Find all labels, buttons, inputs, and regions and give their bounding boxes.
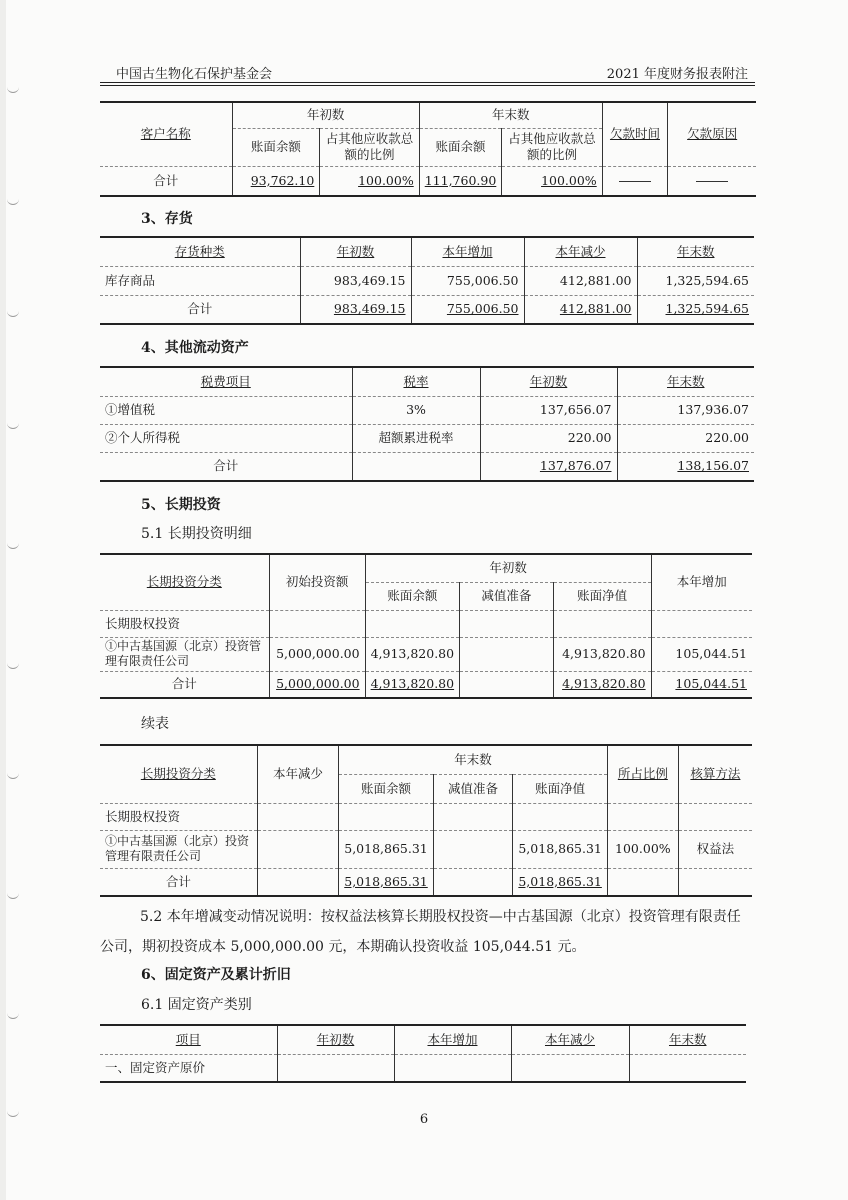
col-begin-ratio: 占其他应收款总额的比例 [320,128,419,166]
group-year-begin: 年初数 [365,554,651,582]
fixed-assets-table [100,1024,746,1083]
table-row [100,1054,746,1082]
other-current-heading: 4、其他流动资产 [141,340,249,356]
col-tax-item: 税费项目 [100,367,352,396]
col-year-increase: 本年增加 [394,1025,511,1054]
cell-empty [511,1054,629,1082]
table-row-total [100,295,754,324]
row-label: 库存商品 [100,266,300,295]
col-impairment: 减值准备 [460,582,554,610]
cell-empty [460,671,554,698]
cell-empty [678,803,752,830]
receivables-table [100,101,756,197]
cell-empty [678,868,752,896]
row-label: 合计 [100,295,300,324]
cell-empty [433,830,513,868]
cell-value: 1,325,594.65 [637,295,754,324]
col-net: 账面净值 [513,774,608,803]
cell-value: 5,018,865.31 [339,830,434,868]
cell-value: 4,913,820.80 [365,637,460,671]
cell-empty [433,803,513,830]
cell-rate [352,452,480,481]
empty-dash [696,181,728,182]
col-year-decrease: 本年减少 [524,237,637,266]
cell-value: 220.00 [480,424,617,452]
header-rule [100,82,755,86]
cell-value: 5,000,000.00 [269,671,365,698]
cell-value: 5,018,865.31 [339,868,434,896]
col-year-decrease: 本年减少 [511,1025,629,1054]
fixed-assets-heading: 6、固定资产及累计折旧 [141,967,291,983]
cell-rate: 超额累进税率 [352,424,480,452]
header-report-title: 2021 年度财务报表附注 [606,67,748,82]
header-organization: 中国古生物化石保护基金会 [116,67,273,82]
cell-value: 983,469.15 [300,266,411,295]
cell-empty [629,1054,746,1082]
col-decrease: 本年减少 [257,745,339,803]
cell-value: 4,913,820.80 [553,637,651,671]
col-balance: 账面余额 [339,774,434,803]
note-5-2: 5.2 本年增减变动情况说明：按权益法核算长期股权投资—中古基国源（北京）投资管理有限责任公司，期初投资成本 5,000,000.00 元，本期确认投资收益 105,044.51 元。 [100,909,741,955]
row-label: 长期股权投资 [100,610,269,637]
col-share: 所占比例 [607,745,678,803]
group-year-begin: 年初数 [232,102,419,128]
cell-value: 755,006.50 [411,266,524,295]
table-row [100,396,754,424]
cell-value: 5,018,865.31 [513,868,608,896]
cell-empty [277,1054,394,1082]
cell-share: 100.00% [607,830,678,868]
cell-empty [433,868,513,896]
col-inventory-type: 存货种类 [100,237,300,266]
page-number: 6 [419,1112,429,1127]
col-category: 长期投资分类 [100,745,257,803]
cell-value: 137,876.07 [480,452,617,481]
cell-value: 983,469.15 [300,295,411,324]
cell-value: 138,156.07 [617,452,754,481]
col-impairment: 减值准备 [433,774,513,803]
cell-empty [651,610,752,637]
row-label: ①中古基国源（北京）投资管理有限责任公司 [100,830,257,868]
group-year-end: 年末数 [419,102,602,128]
cell-value: 755,006.50 [411,295,524,324]
row-label: ②个人所得税 [100,424,352,452]
col-category: 长期投资分类 [100,554,269,610]
cell-value: 4,913,820.80 [365,671,460,698]
table-row [100,424,754,452]
row-label: 合计 [100,671,269,698]
long-term-heading: 5、长期投资 [141,497,221,513]
cell-value: 1,325,594.65 [637,266,754,295]
row-label: 合计 [100,868,257,896]
other-current-table [100,366,754,482]
row-label: 合计 [100,452,352,481]
total-begin-balance: 93,762.10 [232,166,320,196]
col-balance: 账面余额 [365,582,460,610]
cell-empty [607,803,678,830]
cell-empty [257,868,339,896]
col-overdue-period: 欠款时间 [602,102,668,166]
col-tax-rate: 税率 [352,367,480,396]
continued-table [100,744,752,897]
overdue-period-empty [602,166,668,196]
table-row-total [100,671,752,698]
cell-empty [339,803,434,830]
table-row [100,803,752,830]
group-year-end: 年末数 [339,745,608,774]
cell-value: 5,018,865.31 [513,830,608,868]
row-label: ①中古基国源（北京）投资管理有限责任公司 [100,637,269,671]
cell-empty [257,803,339,830]
total-begin-ratio: 100.00% [320,166,419,196]
col-customer-name: 客户名称 [100,102,232,166]
overdue-reason-empty [668,166,756,196]
long-term-table [100,553,752,699]
long-term-subheading: 5.1 长期投资明细 [141,526,252,542]
col-overdue-reason: 欠款原因 [668,102,756,166]
empty-dash [619,181,651,182]
cell-method: 权益法 [678,830,752,868]
col-year-increase: 本年增加 [411,237,524,266]
cell-value: 412,881.00 [524,266,637,295]
total-end-balance: 111,760.90 [419,166,502,196]
total-end-ratio: 100.00% [502,166,602,196]
col-end-balance: 账面余额 [419,128,502,166]
cell-value: 137,936.07 [617,396,754,424]
cell-empty [460,637,554,671]
cell-value: 4,913,820.80 [553,671,651,698]
cell-empty [269,610,365,637]
col-increase: 本年增加 [651,554,752,610]
col-year-end: 年末数 [629,1025,746,1054]
cell-rate: 3% [352,396,480,424]
table-row [100,610,752,637]
row-label: 长期股权投资 [100,803,257,830]
cell-value: 412,881.00 [524,295,637,324]
cell-value: 220.00 [617,424,754,452]
col-net: 账面净值 [553,582,651,610]
cell-value: 105,044.51 [651,637,752,671]
col-year-end: 年末数 [637,237,754,266]
cell-empty [513,803,608,830]
row-label: ①增值税 [100,396,352,424]
table-row [100,830,752,868]
col-method: 核算方法 [678,745,752,803]
cell-empty [257,830,339,868]
cell-empty [607,868,678,896]
table-row [100,637,752,671]
col-initial: 初始投资额 [269,554,365,610]
table-row [100,266,754,295]
col-year-begin: 年初数 [300,237,411,266]
continued-label: 续表 [141,716,169,732]
cell-value: 5,000,000.00 [269,637,365,671]
col-end-ratio: 占其他应收款总额的比例 [502,128,602,166]
cell-empty [460,610,554,637]
col-year-end: 年末数 [617,367,754,396]
total-label: 合计 [100,166,232,196]
inventory-heading: 3、存货 [141,211,193,227]
col-item: 项目 [100,1025,277,1054]
row-label: 一、固定资产原价 [100,1054,277,1082]
col-year-begin: 年初数 [480,367,617,396]
col-year-begin: 年初数 [277,1025,394,1054]
cell-value: 137,656.07 [480,396,617,424]
cell-empty [553,610,651,637]
cell-value: 105,044.51 [651,671,752,698]
col-begin-balance: 账面余额 [232,128,320,166]
table-row-total [100,452,754,481]
table-row-total [100,868,752,896]
fixed-assets-subheading: 6.1 固定资产类别 [141,997,252,1013]
cell-empty [394,1054,511,1082]
cell-empty [365,610,460,637]
inventory-table [100,236,754,325]
